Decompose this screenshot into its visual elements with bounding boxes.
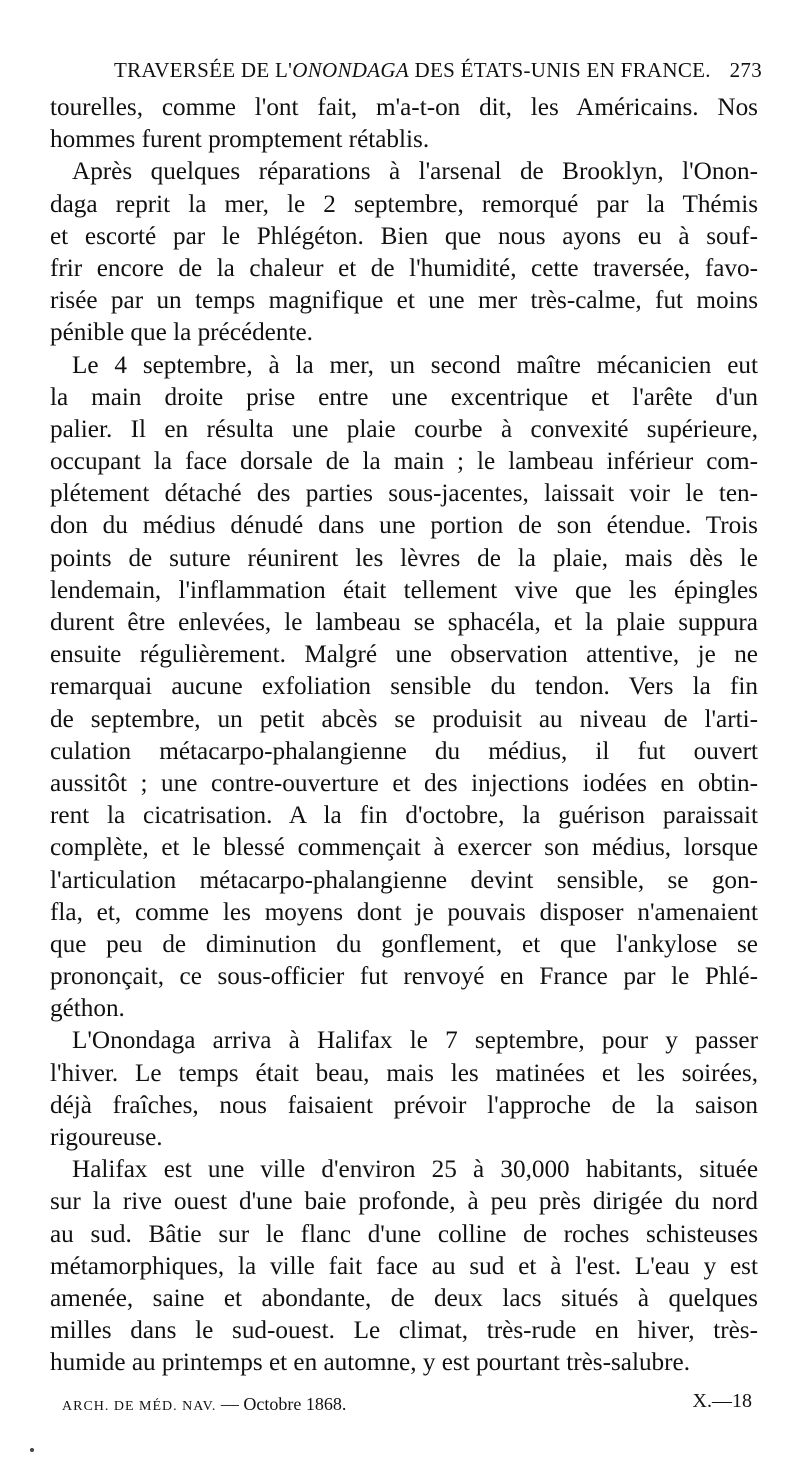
- text-line: humide au printemps et en automne, y est pourtant très-salubre.: [50, 1349, 691, 1377]
- body-text: [50, 92, 758, 1380]
- text-line: Halifax est une ville d'environ 25 à 30,000 habitants, située: [72, 1156, 758, 1184]
- text-line: hommes furent promptement rétablis.: [50, 126, 430, 154]
- footer-date: — Octobre 1868.: [220, 1394, 347, 1414]
- text-line: palier. Il en résulta une plaie courbe à convexité supérieure,: [50, 415, 758, 443]
- text-line: points de suture réunirent les lèvres de la plaie, mais dès le: [50, 544, 758, 572]
- text-line: sur la rive ouest d'une baie profonde, à peu près dirigée du nord: [50, 1188, 758, 1216]
- text-line: L'Onondaga arriva à Halifax le 7 septembre, pour y passer: [72, 1027, 758, 1055]
- text-line: l'hiver. Le temps était beau, mais les matinées et les soirées,: [50, 1059, 758, 1087]
- text-line: ensuite régulièrement. Malgré une observation attentive, je ne: [50, 641, 758, 669]
- text-line: pénible que la précédente.: [50, 319, 313, 347]
- text-line: déjà fraîches, nous faisaient prévoir l'approche de la saison: [50, 1091, 758, 1119]
- footer-journal: ARCH. DE MÉD. NAV.: [62, 1399, 217, 1414]
- text-line: risée par un temps magnifique et une mer très-calme, fut moins: [50, 287, 758, 315]
- text-line: que peu de diminution du gonflement, et que l'ankylose se: [50, 930, 758, 958]
- text-line: occupant la face dorsale de la main ; le lambeau inférieur com-: [50, 448, 758, 476]
- running-title-part2: DES ÉTATS-UNIS EN FRANCE.: [408, 58, 711, 82]
- text-line: milles dans le sud-ouest. Le climat, très-rude en hiver, très-: [50, 1317, 758, 1345]
- running-title: [114, 58, 711, 83]
- text-line: géthon.: [50, 995, 125, 1023]
- text-line: daga reprit la mer, le 2 septembre, remorqué par la Thémis: [50, 190, 758, 218]
- text-line: lendemain, l'inflammation était tellement vive que les épingles: [50, 576, 758, 604]
- text-line: plétement détaché des parties sous-jacentes, laissait voir le ten-: [50, 480, 758, 508]
- page-speck: [30, 1448, 34, 1452]
- text-line: fla, et, comme les moyens dont je pouvais disposer n'amenaient: [50, 898, 758, 926]
- running-head: [62, 58, 762, 88]
- text-line: et escorté par le Phlégéton. Bien que nous ayons eu à souf-: [50, 222, 758, 250]
- text-line: amenée, saine et abondante, de deux lacs situés à quelques: [50, 1284, 758, 1312]
- text-line: tourelles, comme l'ont fait, m'a-t-on dit, les Américains. Nos: [50, 94, 758, 121]
- text-line: de septembre, un petit abcès se produisit au niveau de l'arti-: [50, 705, 758, 733]
- text-line: rigoureuse.: [50, 1124, 163, 1151]
- text-line: durent être enlevées, le lambeau se sphacéla, et la plaie suppura: [50, 609, 758, 636]
- text-line: remarquai aucune exfoliation sensible du tendon. Vers la fin: [50, 673, 758, 701]
- text-line: culation métacarpo-phalangienne du médius, il fut ouvert: [50, 737, 758, 765]
- text-line: rent la cicatrisation. A la fin d'octobre, la guérison paraissait: [50, 802, 758, 830]
- footer-signature: X.—18: [692, 1390, 752, 1412]
- text-line: don du médius dénudé dans une portion de son étendue. Trois: [50, 512, 758, 540]
- page-footer: [62, 1390, 752, 1418]
- text-line: au sud. Bâtie sur le flanc d'une colline de roches schisteuses: [50, 1220, 758, 1248]
- footer-citation: [62, 1394, 346, 1415]
- running-title-ship-name: ONONDAGA: [292, 58, 409, 82]
- text-line: aussitôt ; une contre-ouverture et des injections iodées en obtin-: [50, 769, 758, 797]
- text-line: la main droite prise entre une excentrique et l'arête d'un: [50, 383, 758, 411]
- text-line: complète, et le blessé commençait à exercer son médius, lorsque: [50, 834, 758, 862]
- text-line: prononçait, ce sous-officier fut renvoyé en France par le Phlé-: [50, 963, 758, 991]
- text-line: l'articulation métacarpo-phalangienne devint sensible, se gon-: [50, 866, 758, 894]
- page-number: 273: [729, 58, 762, 82]
- text-line: Après quelques réparations à l'arsenal de Brooklyn, l'Onon-: [72, 158, 758, 186]
- text-line: métamorphiques, la ville fait face au sud et à l'est. L'eau y est: [50, 1252, 758, 1280]
- text-line: Le 4 septembre, à la mer, un second maître mécanicien eut: [72, 351, 758, 379]
- running-title-part1: TRAVERSÉE DE L': [114, 58, 293, 82]
- text-line: frir encore de la chaleur et de l'humidité, cette traversée, favo-: [50, 254, 758, 282]
